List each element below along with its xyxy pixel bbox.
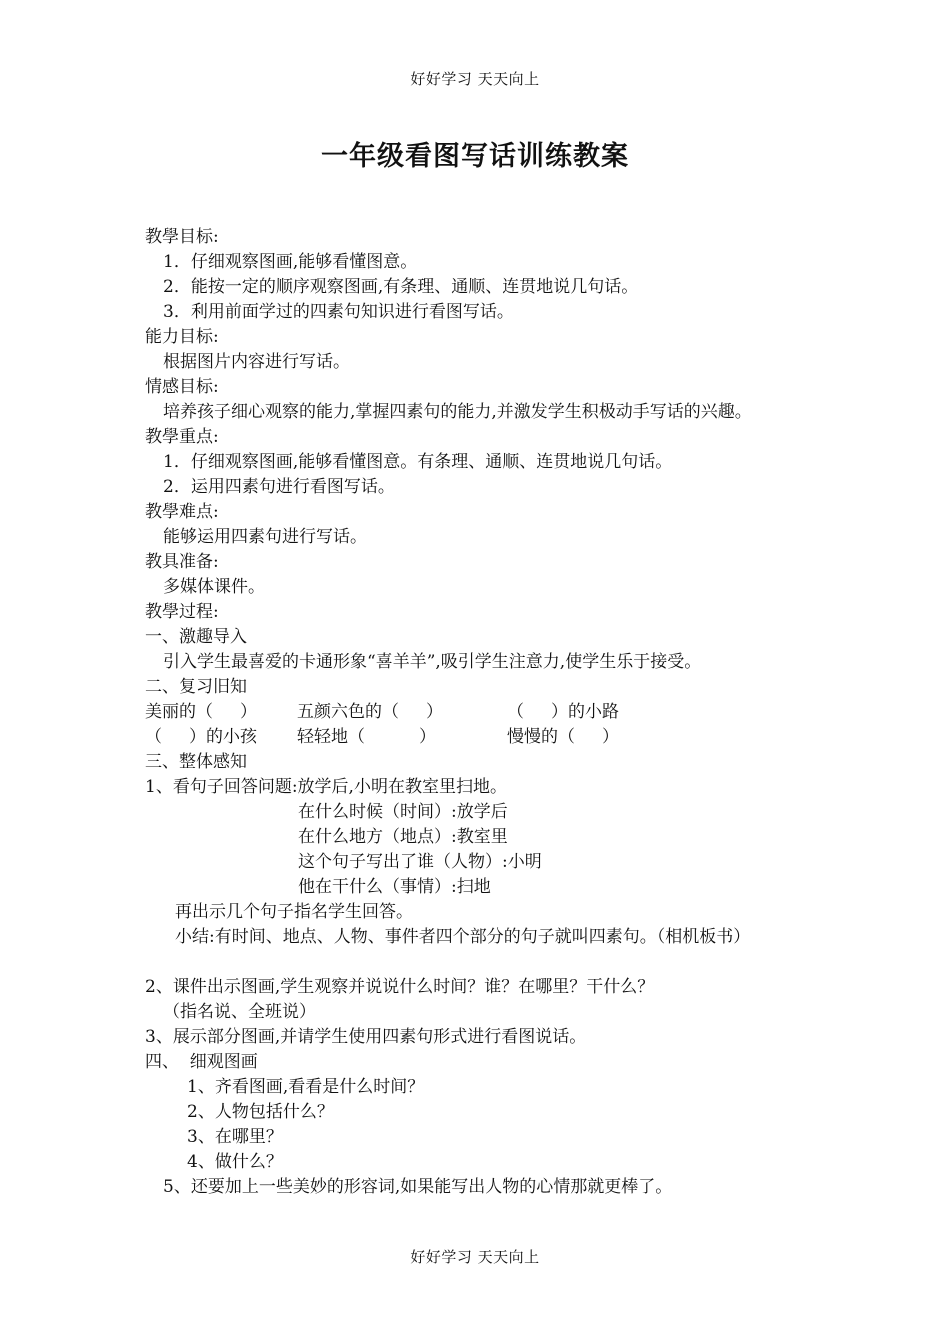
answer-line: 在什么地方（地点）:教室里	[298, 827, 508, 847]
observe-item: 1、齐看图画,看看是什么时间？	[187, 1077, 425, 1097]
question-text: 2、课件出示图画,学生观察并说说什么时间？谁？在哪里？干什么？	[145, 977, 655, 997]
section-heading: 二、复习旧知	[145, 677, 247, 697]
difficulty-heading: 教學难点:	[145, 502, 219, 522]
review-cell: 五颜六色的（ ）	[297, 702, 444, 722]
review-cell: （ ）的小路	[507, 702, 620, 722]
review-cell: （ ）的小孩	[145, 727, 258, 747]
observe-item: 4、做什么？	[187, 1152, 283, 1172]
instruction-text: 再出示几个句子指名学生回答。	[175, 902, 413, 922]
question-text: 1、看句子回答问题:放学后,小明在教室里扫地。	[145, 777, 507, 797]
answer-line: 在什么时候（时间）:放学后	[298, 802, 508, 822]
emotion-heading: 情感目标:	[145, 377, 219, 397]
page-footer: 好好学习 天天向上	[410, 1248, 540, 1266]
review-row	[145, 725, 813, 750]
tools-text: 多媒体课件。	[163, 577, 265, 597]
section-heading: 一、激趣导入	[145, 627, 247, 647]
ability-text: 根据图片内容进行写话。	[163, 352, 350, 372]
goal-item: 2．能按一定的顺序观察图画,有条理、通顺、连贯地说几句话。	[163, 277, 639, 297]
section-text: 引入学生最喜爱的卡通形象“喜羊羊”,吸引学生注意力,使学生乐于接受。	[163, 652, 702, 672]
key-item: 1．仔细观察图画,能够看懂图意。有条理、通顺、连贯地说几句话。	[163, 452, 673, 472]
goal-item: 3．利用前面学过的四素句知识进行看图写话。	[163, 302, 514, 322]
document-body	[145, 225, 813, 1200]
goals-heading: 教學目标:	[145, 227, 219, 247]
answer-line: 这个句子写出了谁（人物）:小明	[298, 852, 542, 872]
review-cell: 美丽的（ ）	[145, 702, 258, 722]
process-heading: 教學过程:	[145, 602, 219, 622]
review-cell: 慢慢的（ ）	[507, 727, 620, 747]
observe-item: 5、还要加上一些美妙的形容词,如果能写出人物的心情那就更棒了。	[163, 1177, 673, 1197]
review-cell: 轻轻地（ ）	[297, 727, 437, 747]
tools-heading: 教具准备:	[145, 552, 219, 572]
emotion-text: 培养孩子细心观察的能力,掌握四素句的能力,并激发学生积极动手写话的兴趣。	[163, 402, 752, 422]
question-note: （指名说、全班说）	[163, 1002, 316, 1022]
key-item: 2．运用四素句进行看图写话。	[163, 477, 395, 497]
section-heading: 四、 细观图画	[145, 1052, 258, 1072]
observe-item: 3、在哪里？	[187, 1127, 283, 1147]
document-title: 一年级看图写话训练教案	[321, 141, 629, 172]
difficulty-text: 能够运用四素句进行写话。	[163, 527, 367, 547]
question-text: 3、展示部分图画,并请学生使用四素句形式进行看图说话。	[145, 1027, 587, 1047]
goal-item: 1．仔细观察图画,能够看懂图意。	[163, 252, 418, 272]
section-heading: 三、整体感知	[145, 752, 247, 772]
review-row	[145, 700, 813, 725]
page-header: 好好学习 天天向上	[410, 70, 540, 88]
observe-item: 2、人物包括什么？	[187, 1102, 334, 1122]
answer-line: 他在干什么（事情）:扫地	[298, 877, 491, 897]
key-heading: 教學重点:	[145, 427, 219, 447]
ability-heading: 能力目标:	[145, 327, 219, 347]
summary-text: 小结:有时间、地点、人物、事件者四个部分的句子就叫四素句。（相机板书）	[175, 927, 751, 947]
blank-line	[145, 950, 813, 975]
